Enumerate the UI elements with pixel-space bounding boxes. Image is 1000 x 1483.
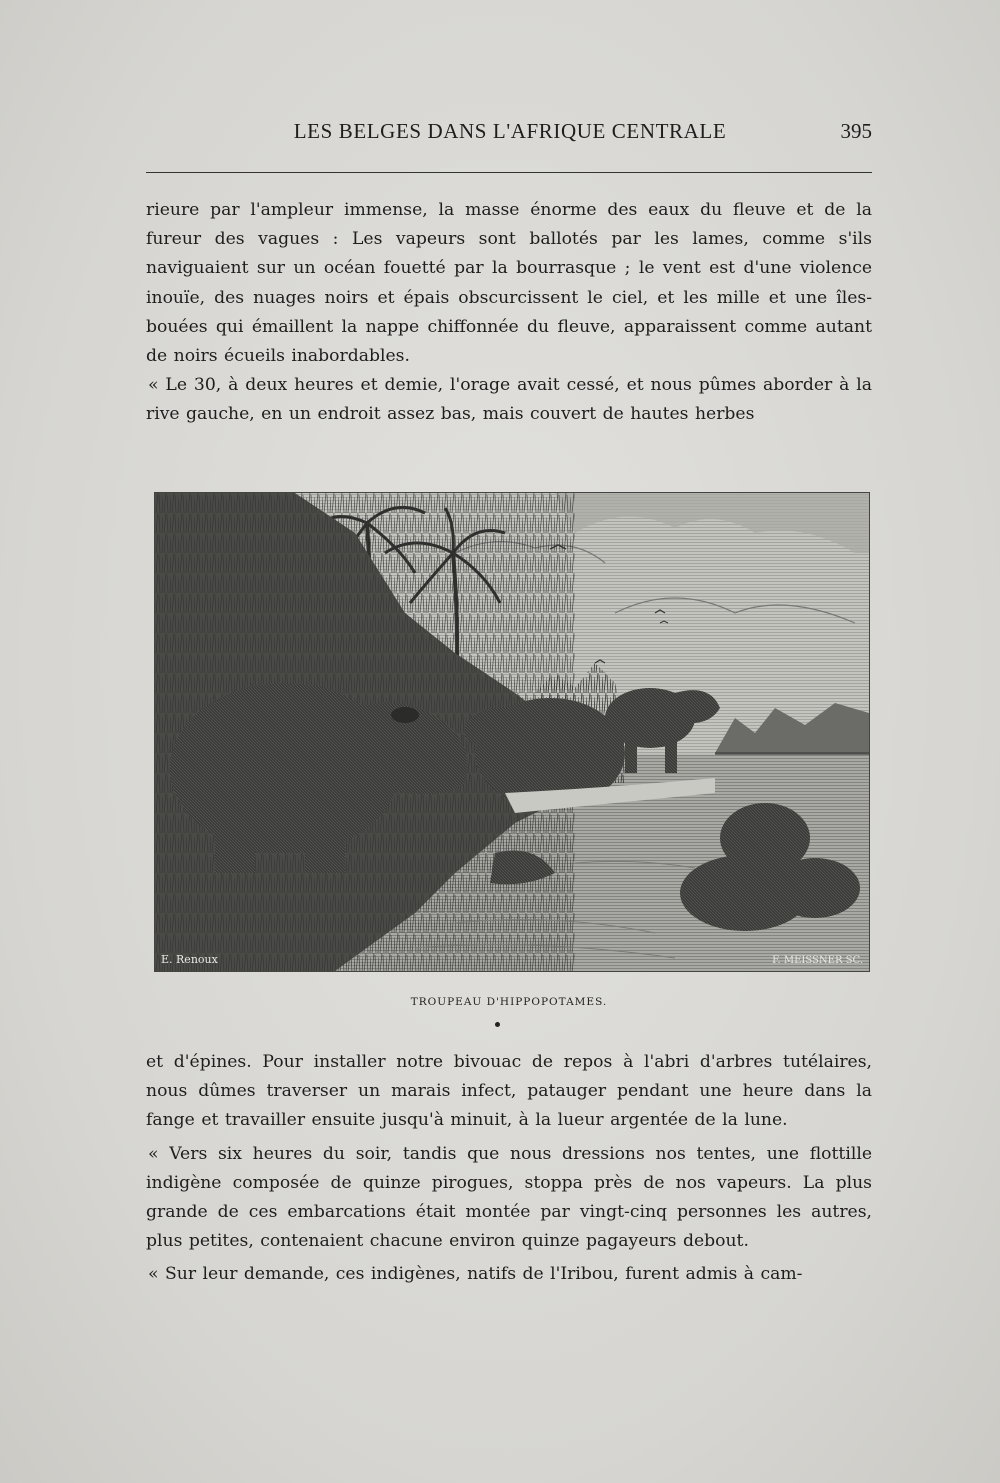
text-block-bottom bbox=[146, 1048, 872, 1290]
text-block-top bbox=[146, 196, 872, 430]
page-number: 395 bbox=[840, 119, 872, 143]
running-head bbox=[148, 113, 872, 149]
paragraph: rieure par l'ampleur immense, la masse énorme des eaux du fleuve et de la fureur des vagues : Les vapeurs sont ballotés par les lames, comme s'ils naviguaient sur un océan fouetté par la bourrasque ; le vent est d'une violence inouïe, des nuages noirs et épais obscurcissent le ciel, et les mille et une îles-bouées qui émaillent la nappe chiffonnée du fleuve, apparaissent comme autant de noirs écueils inabordables. bbox=[146, 200, 872, 367]
engraver-signature: F. MEISSNER SC. bbox=[772, 955, 863, 966]
paragraph: « Vers six heures du soir, tandis que nous dressions nos tentes, une flottille indigène composée de quinze pirogues, stoppa près de nos vapeurs. La plus grande de ces embarcations était montée par vingt-cinq personnes les autres, plus petites, contenaient chacune environ quinze pagayeurs debout. bbox=[146, 1143, 872, 1252]
header-rule bbox=[146, 172, 872, 173]
ornament-dot bbox=[495, 1022, 500, 1027]
illustration-caption: TROUPEAU D'HIPPOPOTAMES. bbox=[410, 996, 608, 1008]
paragraph: « Sur leur demande, ces indigènes, natifs de l'Iribou, furent admis à cam- bbox=[148, 1264, 803, 1285]
artist-signature: E. Renoux bbox=[161, 953, 218, 966]
paragraph: « Le 30, à deux heures et demie, l'orage avait cessé, et nous pûmes aborder à la rive gauche, en un endroit assez bas, mais couvert de hautes herbes bbox=[146, 375, 872, 425]
paragraph: et d'épines. Pour installer notre bivouac de repos à l'abri d'arbres tutélaires, nous dûmes traverser un marais infect, patauger pendant une heure dans la fange et travailler ensuite jusqu'à minuit, à la lueur argentée de la lune. bbox=[146, 1052, 872, 1131]
running-title: LES BELGES DANS L'AFRIQUE CENTRALE bbox=[293, 119, 727, 143]
hippopotamus-engraving bbox=[154, 492, 870, 972]
